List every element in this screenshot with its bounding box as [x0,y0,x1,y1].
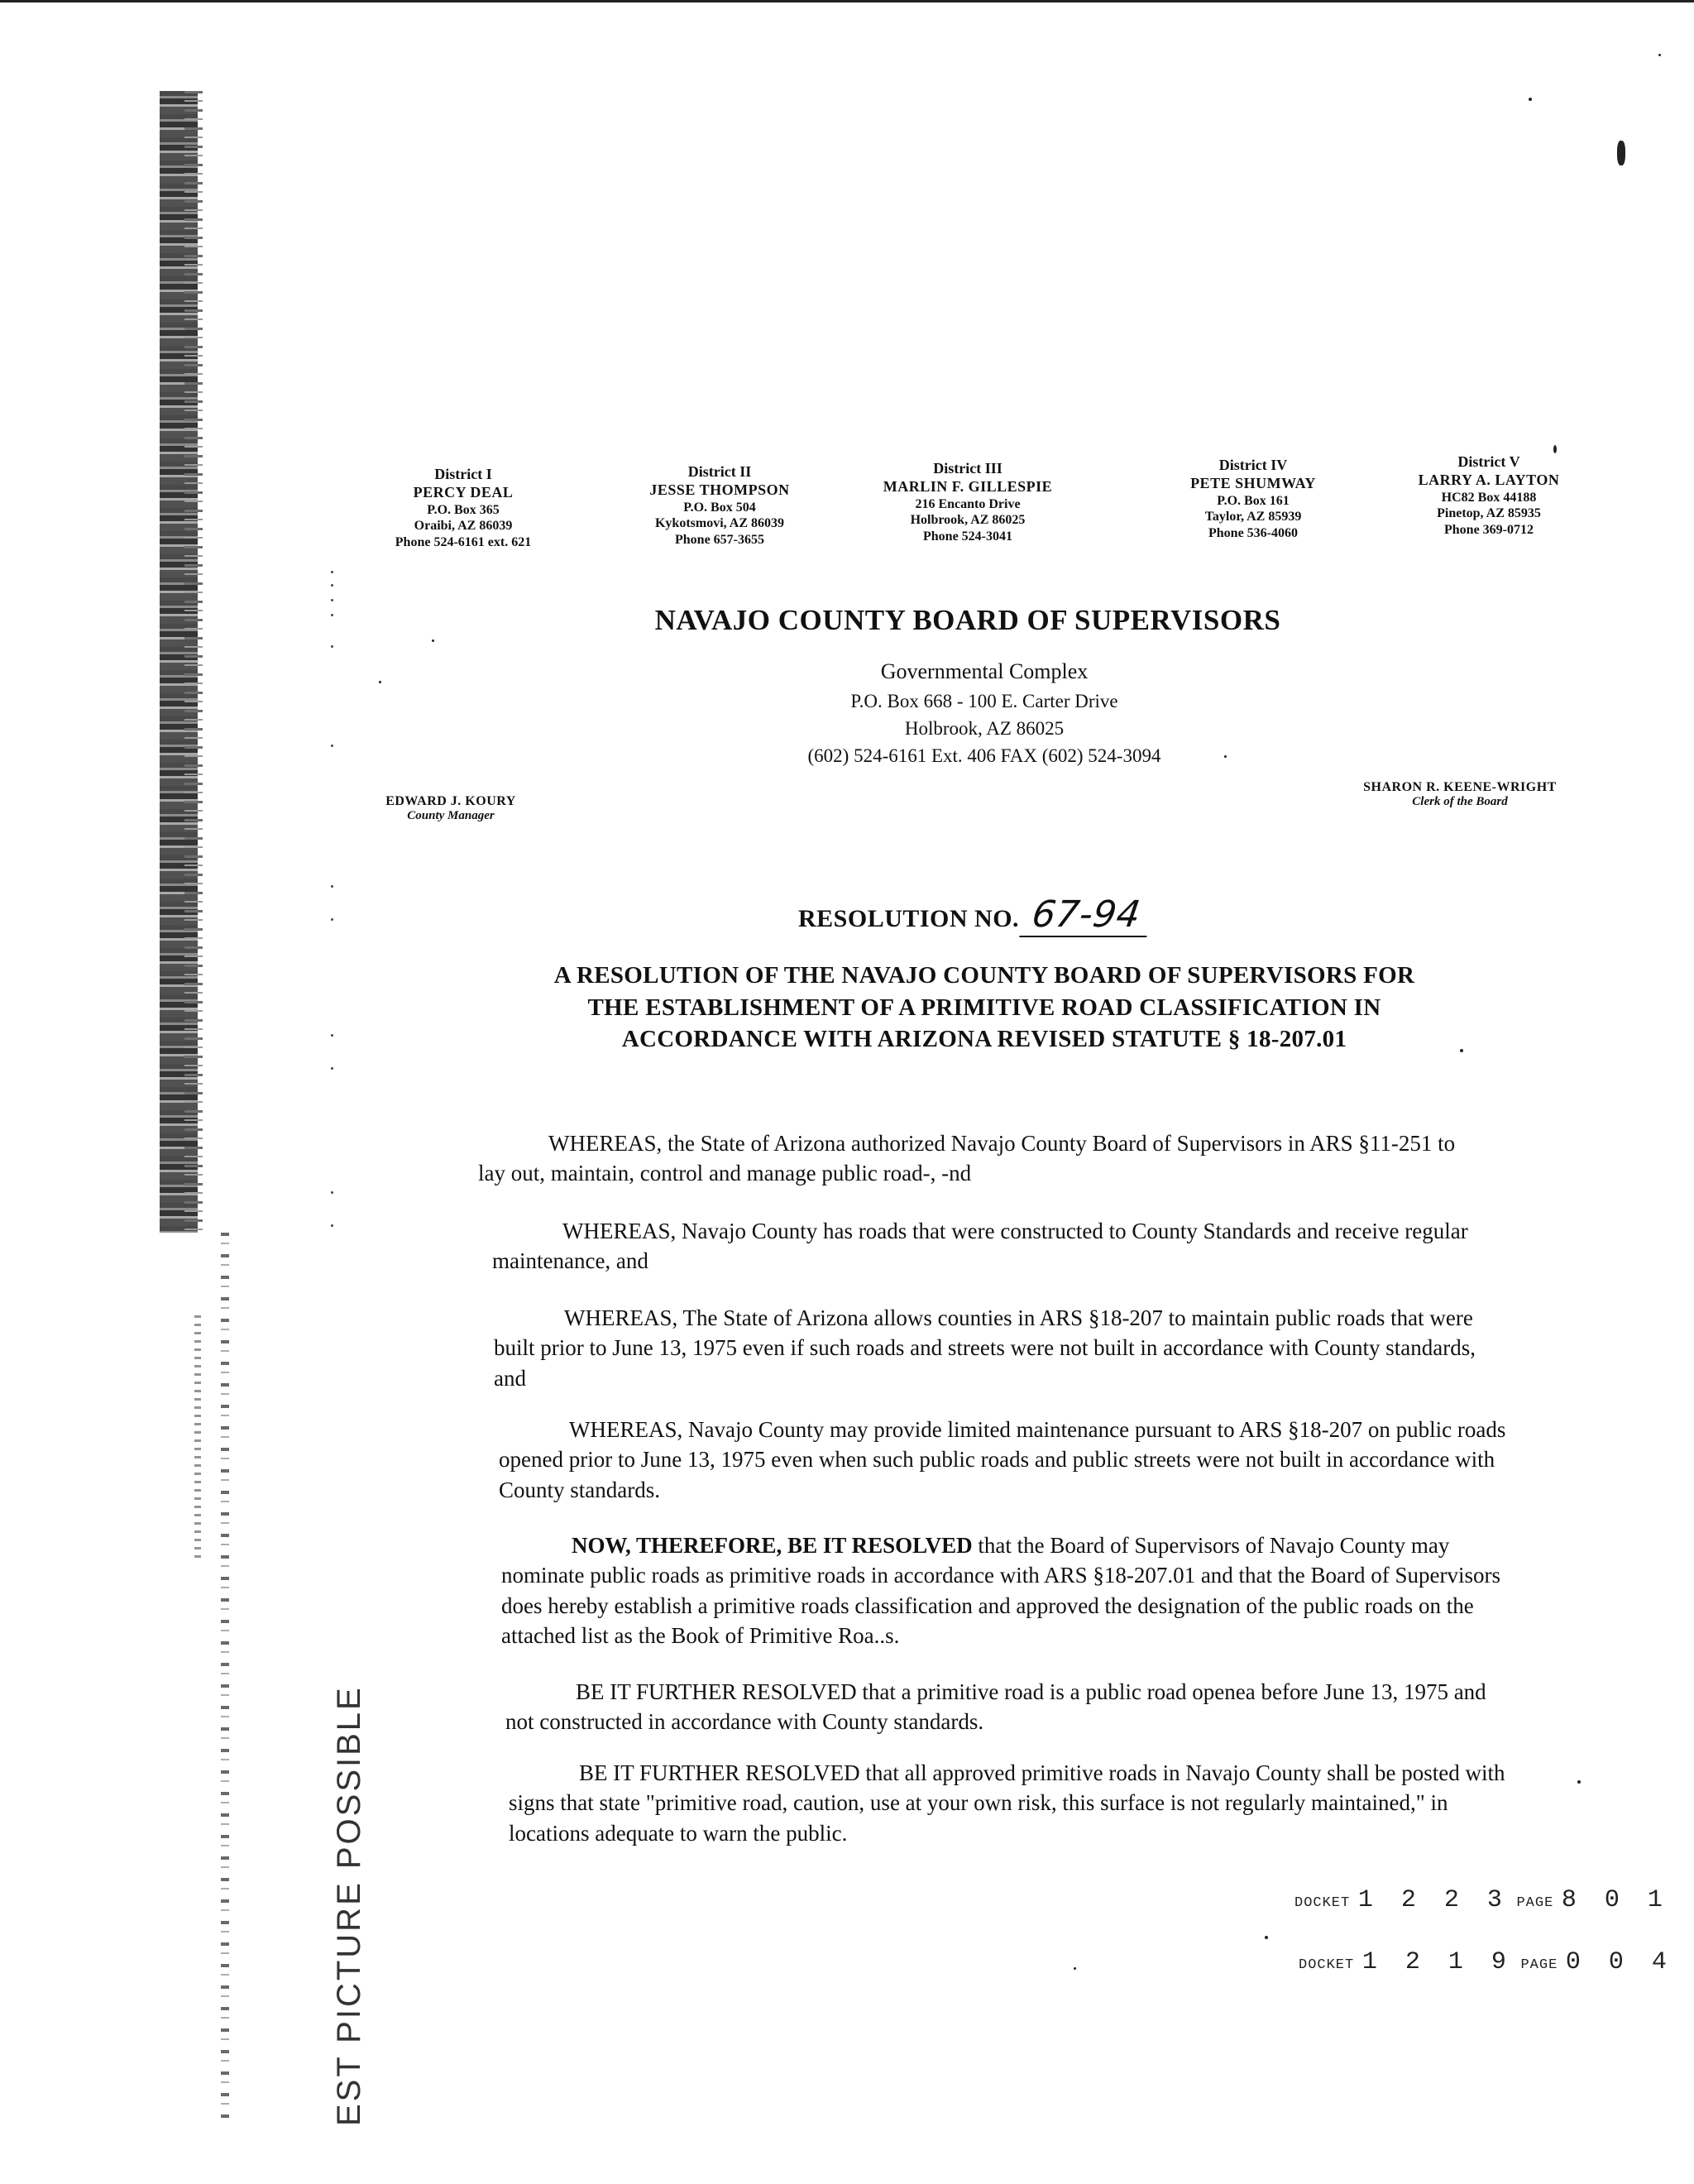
board-address-block [744,656,1224,770]
paragraph-text: that a primitive road is a public road openea before June 13, 1975 and not constructed in accordance with County standards. [505,1679,1486,1735]
clerk-role: Clerk of the Board [1412,795,1508,808]
district-address: P.O. Box 365 [427,502,500,517]
resolution-label: RESOLUTION NO. [798,905,1020,932]
district-city: Taylor, AZ 85939 [1204,510,1302,524]
district-title: District IV [1218,457,1288,473]
scan-speck [1577,1780,1581,1784]
further-resolved-paragraph-2 [509,1758,1518,1848]
district-2-block [620,463,819,548]
district-address: P.O. Box 161 [1217,493,1290,508]
scan-speck [432,639,434,642]
whereas-paragraph-2 [492,1216,1501,1276]
supervisor-name: PETE SHUMWAY [1190,474,1316,491]
district-title: District I [434,466,492,482]
district-1-block [368,466,558,550]
resolution-number-handwritten: 67-94 [1019,893,1153,937]
scan-speck [1265,1936,1268,1939]
board-title: NAVAJO COUNTY BOARD OF SUPERVISORS [654,604,1281,636]
district-phone: Phone 369-0712 [1444,522,1534,537]
district-city: Kykotsmovi, AZ 86039 [654,516,784,531]
complex-name: Governmental Complex [880,659,1089,683]
side-stamp: EST PICTURE POSSIBLE [331,1685,367,2126]
left-dotted-marks [331,571,337,1315]
district-phone: Phone 524-6161 ext. 621 [395,534,532,549]
scan-speck [1074,1967,1076,1970]
district-title: District III [933,460,1003,477]
scan-speck [379,681,381,683]
clerk-name: SHARON R. KEENE-WRIGHT [1363,780,1557,794]
scan-speck [1224,755,1227,758]
district-title: District II [687,463,752,480]
district-3-block [860,460,1075,544]
whereas-paragraph-3 [494,1303,1503,1393]
district-address: 216 Encanto Drive [915,496,1021,511]
county-manager-role: County Manager [407,809,495,822]
paragraph-text: Navajo County has roads that were constructed to County Standards and receive regular maintenance, and [492,1219,1468,1274]
paragraph-text: that all approved primitive roads in Navajo County shall be posted with signs that state "primitive road, caution, use at your own risk, this surface is not regularly maintained," in locations adequate to warn the public. [509,1760,1505,1846]
whereas-paragraph-4 [499,1415,1508,1505]
paragraph-lead: WHEREAS, [569,1417,683,1442]
page-label: PAGE [1516,1895,1554,1911]
docket-label: DOCKET [1294,1895,1351,1911]
scan-speck [1529,98,1532,101]
county-manager-name: EDWARD J. KOURY [385,794,516,808]
paragraph-lead: BE IT FURTHER RESOLVED [576,1679,857,1704]
supervisor-name: PERCY DEAL [413,483,514,500]
page-number: 0 0 4 [1565,1948,1673,1976]
supervisor-name: JESSE THOMPSON [649,481,790,498]
resolution-number-line [798,893,1150,937]
district-title: District V [1457,453,1520,470]
docket-stamp-2 [1299,1948,1673,1976]
clerk-block [1336,780,1584,809]
supervisor-name: MARLIN F. GILLESPIE [883,477,1053,495]
district-city: Holbrook, AZ 86025 [910,513,1026,528]
paragraph-lead: WHEREAS, [562,1219,677,1243]
binding-edge-artifact [145,91,244,2093]
scan-speck [1553,445,1557,453]
phone-fax: (602) 524-6161 Ext. 406 FAX (602) 524-3094 [807,745,1161,767]
district-city: Oraibi, AZ 86039 [414,519,513,534]
docket-number: 1 2 1 9 [1361,1948,1513,1976]
paragraph-lead: WHEREAS, [548,1131,663,1156]
paragraph-text: the State of Arizona authorized Navajo County Board of Supervisors in ARS §11-251 to lay out, maintain, control and manage public road-, -nd [478,1131,1456,1186]
district-phone: Phone 524-3041 [923,529,1012,544]
whereas-paragraph-1 [478,1128,1487,1189]
page-number: 8 0 1 [1561,1886,1669,1914]
paragraph-text: Navajo County may provide limited maintenance pursuant to ARS §18-207 on public roads opened prior to June 13, 1975 even when such public roads and public streets were not built in accordance with County standards. [499,1417,1506,1502]
county-manager-block [360,794,542,823]
paragraph-text: that the Board of Supervisors of Navajo County may nominate public roads as primitive roads in accordance with ARS §18-207.01 and that the Board of Supervisors does hereby establish a primitive roads classification and approved the designation of the public roads on the attached list as the Book of Primitive Roa..s. [501,1533,1500,1649]
street-address: P.O. Box 668 - 100 E. Carter Drive [850,690,1118,711]
district-phone: Phone 536-4060 [1208,525,1298,540]
district-address: P.O. Box 504 [683,500,756,515]
paragraph-lead: BE IT FURTHER RESOLVED [579,1760,860,1785]
scan-speck [1460,1049,1463,1052]
docket-number: 1 2 2 3 [1357,1886,1509,1914]
paragraph-lead: NOW, THEREFORE, BE IT RESOLVED [572,1533,973,1558]
scan-top-edge [0,0,1694,2]
resolution-heading: A RESOLUTION OF THE NAVAJO COUNTY BOARD OF SUPERVISORS FOR THE ESTABLISHMENT OF A PRIMITIVE ROAD CLASSIFICATION IN ACCORDANCE WITH ARIZONA REVISED STATUTE § 18-207.01 [553,962,1415,1053]
further-resolved-paragraph-1 [505,1677,1515,1737]
district-5-block [1390,453,1588,538]
paragraph-text: The State of Arizona allows counties in ARS §18-207 to maintain public roads that were built prior to June 13, 1975 even if such roads and streets were not built in accordance with County standards, and [494,1305,1476,1391]
city-address: Holbrook, AZ 86025 [904,718,1065,740]
district-phone: Phone 657-3655 [675,532,764,547]
district-city: Pinetop, AZ 85935 [1437,506,1541,521]
page-label: PAGE [1520,1957,1558,1973]
docket-label: DOCKET [1299,1957,1355,1973]
docket-stamp-1 [1294,1886,1669,1914]
district-address: HC82 Box 44188 [1441,490,1537,505]
resolved-paragraph [501,1530,1510,1651]
scan-speck [1658,54,1661,56]
scan-speck [1617,141,1625,165]
paragraph-lead: WHEREAS, [564,1305,678,1330]
district-4-block [1166,457,1340,541]
supervisor-name: LARRY A. LAYTON [1418,471,1560,488]
